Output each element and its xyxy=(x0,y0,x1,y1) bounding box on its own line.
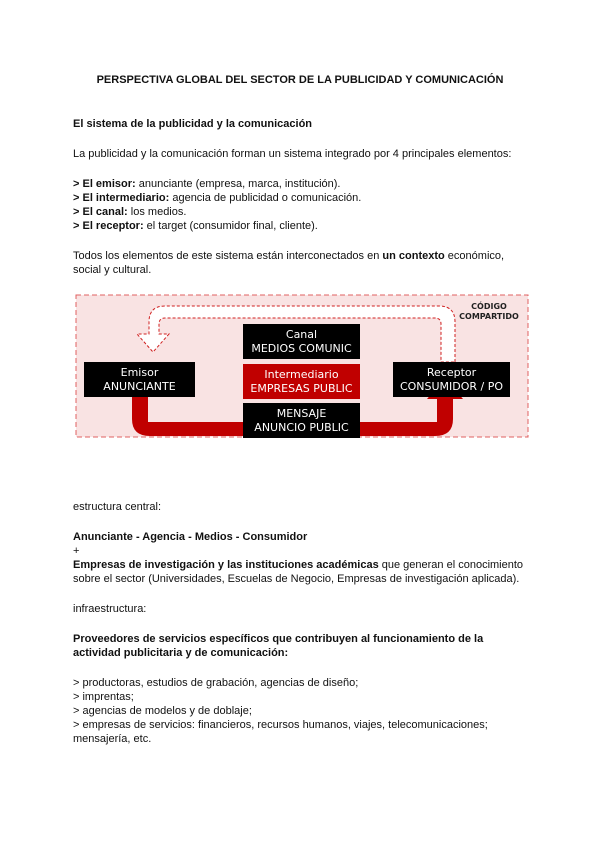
infra-heading: Proveedores de servicios específicos que contribuyen al funcionamiento de la xyxy=(73,633,484,645)
context-text: Todos los elementos de este sistema están interconectados en un contexto económico, xyxy=(73,250,505,262)
estructura-label: estructura central: xyxy=(73,501,162,513)
element-item: > El emisor: anunciante (empresa, marca, institución). xyxy=(73,178,341,190)
intermediario-box: Intermediario EMPRESAS PUBLIC xyxy=(243,364,360,399)
infra-item: mensajería, etc. xyxy=(73,733,152,745)
section-heading: El sistema de la publicidad y la comunicación xyxy=(73,118,313,130)
infra-label: infraestructura: xyxy=(73,603,147,615)
investigacion-text-2: sobre el sector (Universidades, Escuelas de Negocio, Empresas de investigación aplicada). xyxy=(73,573,520,585)
infra-item: > imprentas; xyxy=(73,691,134,703)
infra-item: > productoras, estudios de grabación, agencias de diseño; xyxy=(73,677,359,689)
estructura-central: Anunciante - Agencia - Medios - Consumidor xyxy=(73,531,308,543)
page-title: PERSPECTIVA GLOBAL DEL SECTOR DE LA PUBLICIDAD Y COMUNICACIÓN xyxy=(96,74,504,86)
intro-text: La publicidad y la comunicación forman un sistema integrado por 4 principales elementos: xyxy=(73,148,512,160)
emisor-box: Emisor ANUNCIANTE xyxy=(84,362,195,397)
communication-system-diagram xyxy=(75,294,529,438)
receptor-box: Receptor CONSUMIDOR / PO xyxy=(393,362,510,397)
infra-item: > agencias de modelos y de doblaje; xyxy=(73,705,252,717)
element-item: > El canal: los medios. xyxy=(73,206,187,218)
codigo-compartido-label: CÓDIGO COMPARTIDO xyxy=(459,302,519,321)
infra-heading-2: actividad publicitaria y de comunicación: xyxy=(73,647,289,659)
element-item: > El receptor: el target (consumidor final, cliente). xyxy=(73,220,318,232)
investigacion-text: Empresas de investigación y las instituciones académicas que generan el conocimiento xyxy=(73,559,524,571)
infra-item: > empresas de servicios: financieros, recursos humanos, viajes, telecomunicaciones; xyxy=(73,719,488,731)
plus-sign: + xyxy=(73,545,80,557)
element-item: > El intermediario: agencia de publicidad o comunicación. xyxy=(73,192,362,204)
canal-box: Canal MEDIOS COMUNIC xyxy=(243,324,360,359)
mensaje-box: MENSAJE ANUNCIO PUBLIC xyxy=(243,403,360,438)
context-text-2: social y cultural. xyxy=(73,264,152,276)
